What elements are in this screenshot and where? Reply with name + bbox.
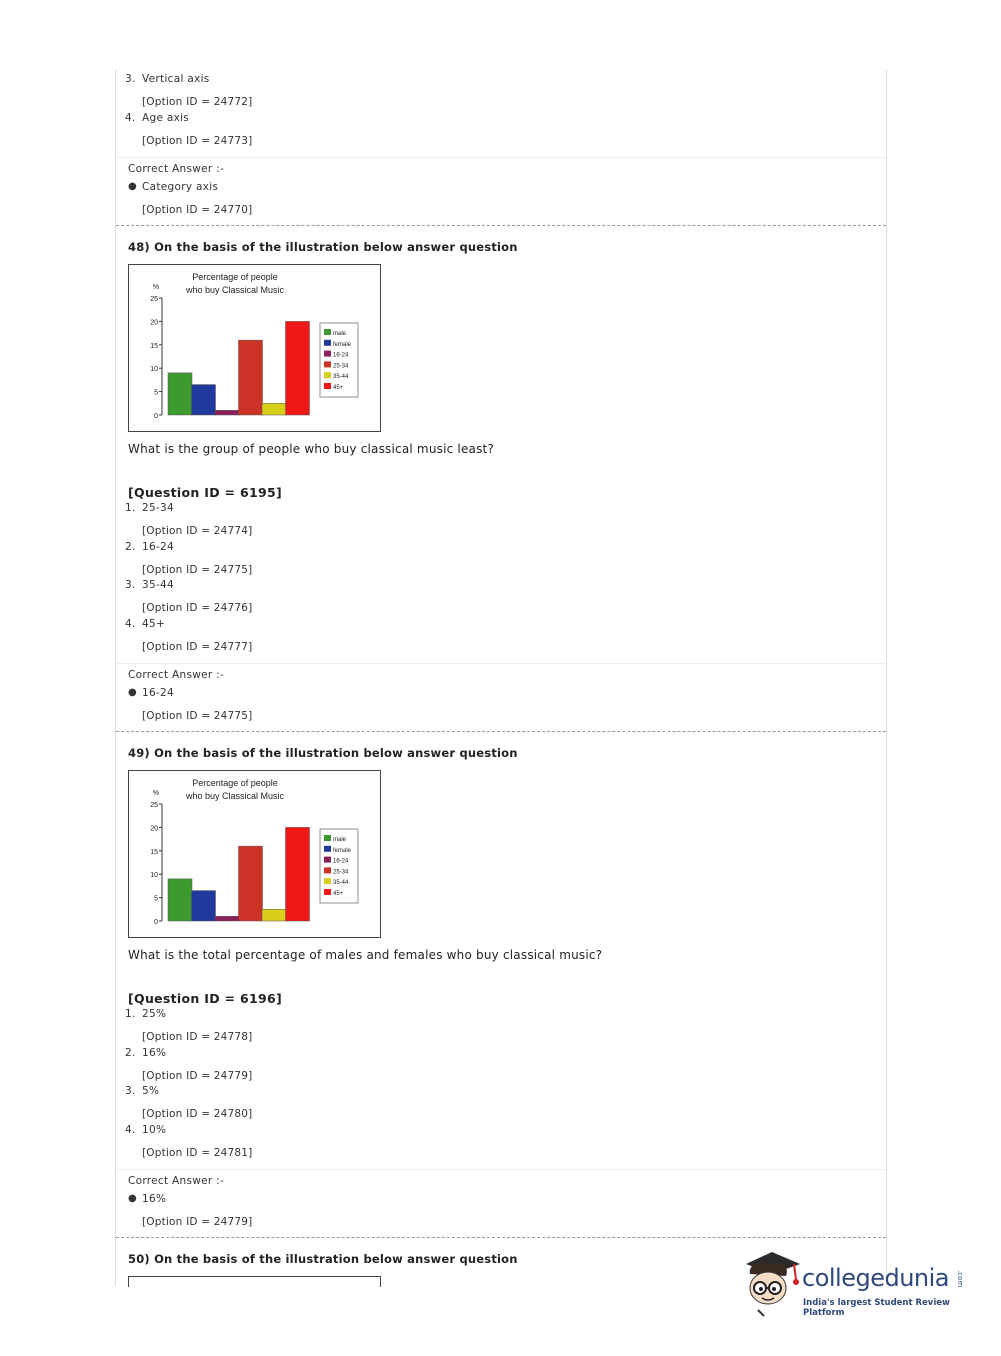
option-text: 16% xyxy=(142,1047,167,1059)
divider xyxy=(116,663,886,664)
bar-chart xyxy=(128,264,381,432)
option-id: [Option ID = 24773] xyxy=(142,135,253,147)
question-id: [Question ID = 6195] xyxy=(128,485,282,500)
question-divider xyxy=(116,225,886,226)
bar-male xyxy=(168,879,192,921)
correct-answer-text: 16% xyxy=(142,1193,167,1205)
brand-tagline: India's largest Student Review Platform xyxy=(803,1298,950,1318)
question-divider xyxy=(116,731,886,732)
option-id: [Option ID = 24781] xyxy=(142,1147,253,1159)
y-tick-label: 5 xyxy=(154,895,158,903)
chart-svg xyxy=(129,771,380,937)
legend-label: 35-44 xyxy=(333,880,349,887)
legend-swatch-male xyxy=(324,329,331,335)
option-number: 4. xyxy=(125,618,136,630)
chart-title: Percentage of people xyxy=(192,778,278,788)
question-title: 49) On the basis of the illustration below answer question xyxy=(128,746,518,760)
option-id: [Option ID = 24772] xyxy=(142,96,253,108)
bar-45+ xyxy=(286,827,310,921)
correct-answer-text: 16-24 xyxy=(142,687,175,699)
question-paper-page xyxy=(115,70,887,1286)
legend-swatch-16-24 xyxy=(324,351,331,357)
correct-answer-text: Category axis xyxy=(142,181,219,193)
legend-swatch-45+ xyxy=(324,889,331,895)
legend-label: 35-44 xyxy=(333,374,349,381)
divider xyxy=(116,1169,886,1170)
option-text: 35-44 xyxy=(142,579,175,591)
mascot-icon xyxy=(742,1250,802,1320)
option-text: 25-34 xyxy=(142,502,175,514)
divider xyxy=(116,157,886,158)
option-number: 3. xyxy=(125,73,136,85)
option-text: 16-24 xyxy=(142,541,175,553)
y-tick-label: 0 xyxy=(154,413,158,420)
option-id: [Option ID = 24775] xyxy=(142,564,253,576)
option-number: 1. xyxy=(125,502,136,514)
bar-male xyxy=(168,373,192,415)
chart-svg xyxy=(129,265,380,431)
y-tick-label: 15 xyxy=(150,848,158,856)
option-text: Vertical axis xyxy=(142,73,210,85)
option-number: 2. xyxy=(125,1047,136,1059)
y-tick-label: 20 xyxy=(150,319,158,327)
option-id: [Option ID = 24779] xyxy=(142,1070,253,1082)
y-tick-label: 15 xyxy=(150,342,158,350)
legend-label: 25-34 xyxy=(333,869,349,876)
legend-swatch-female xyxy=(324,340,331,346)
y-tick-label: 25 xyxy=(150,296,158,303)
correct-answer-label: Correct Answer :- xyxy=(128,163,225,175)
correct-option-id: [Option ID = 24775] xyxy=(142,710,253,722)
collegedunia-logo xyxy=(742,1250,972,1320)
legend-swatch-35-44 xyxy=(324,372,331,378)
bar-chart xyxy=(128,770,381,938)
bar-45+ xyxy=(286,321,310,415)
y-tick-label: 10 xyxy=(150,366,158,374)
option-id: [Option ID = 24776] xyxy=(142,602,253,614)
option-text: 25% xyxy=(142,1008,167,1020)
y-tick-label: 20 xyxy=(150,825,158,833)
legend-swatch-35-44 xyxy=(324,878,331,884)
chart-subtitle: who buy Classical Music xyxy=(185,791,285,801)
option-number: 4. xyxy=(125,112,136,124)
brand-name: collegedunia xyxy=(802,1264,950,1292)
y-tick-label: 5 xyxy=(154,389,158,397)
y-tick-label: 0 xyxy=(154,919,158,926)
brand-domain: .com xyxy=(956,1270,964,1288)
correct-answer-label: Correct Answer :- xyxy=(128,669,225,681)
legend-label: female xyxy=(333,341,352,348)
question-text: What is the group of people who buy classical music least? xyxy=(128,442,495,456)
chart-subtitle: who buy Classical Music xyxy=(185,285,285,295)
legend-label: male xyxy=(333,837,347,843)
chart-title: Percentage of people xyxy=(192,272,278,282)
legend-swatch-male xyxy=(324,835,331,841)
option-text: Age axis xyxy=(142,112,190,124)
option-text: 45+ xyxy=(142,618,166,630)
bullet: ● xyxy=(128,687,137,698)
question-title: 50) On the basis of the illustration below answer question xyxy=(128,1252,518,1266)
correct-answer-label: Correct Answer :- xyxy=(128,1175,225,1187)
option-text: 10% xyxy=(142,1124,167,1136)
legend-label: 45+ xyxy=(333,891,344,897)
correct-option-id: [Option ID = 24770] xyxy=(142,204,253,216)
bullet: ● xyxy=(128,181,137,192)
legend-swatch-25-34 xyxy=(324,867,331,873)
legend-label: female xyxy=(333,847,352,854)
question-text: What is the total percentage of males and females who buy classical music? xyxy=(128,948,603,962)
option-id: [Option ID = 24778] xyxy=(142,1031,253,1043)
bar-16-24 xyxy=(215,410,239,415)
legend-label: male xyxy=(333,331,347,337)
option-number: 3. xyxy=(125,579,136,591)
chart-frame-partial xyxy=(128,1276,381,1287)
option-number: 4. xyxy=(125,1124,136,1136)
option-id: [Option ID = 24777] xyxy=(142,641,253,653)
option-number: 1. xyxy=(125,1008,136,1020)
bar-35-44 xyxy=(262,909,286,921)
bar-25-34 xyxy=(239,846,263,921)
bar-16-24 xyxy=(215,916,239,921)
option-id: [Option ID = 24780] xyxy=(142,1108,253,1120)
bar-25-34 xyxy=(239,340,263,415)
y-tick-label: 10 xyxy=(150,872,158,880)
legend-label: 25-34 xyxy=(333,363,349,370)
legend-swatch-45+ xyxy=(324,383,331,389)
y-axis-label: % xyxy=(152,790,160,797)
option-number: 2. xyxy=(125,541,136,553)
bar-35-44 xyxy=(262,403,286,415)
legend-swatch-25-34 xyxy=(324,361,331,367)
bar-female xyxy=(192,891,216,921)
legend-label: 45+ xyxy=(333,385,344,391)
option-number: 3. xyxy=(125,1085,136,1097)
correct-option-id: [Option ID = 24779] xyxy=(142,1216,253,1228)
y-tick-label: 25 xyxy=(150,802,158,809)
bullet: ● xyxy=(128,1193,137,1204)
legend-swatch-female xyxy=(324,846,331,852)
question-title: 48) On the basis of the illustration below answer question xyxy=(128,240,518,254)
y-axis-label: % xyxy=(152,284,160,291)
legend-label: 16-24 xyxy=(333,858,349,865)
legend-label: 16-24 xyxy=(333,352,349,359)
option-text: 5% xyxy=(142,1085,160,1097)
question-divider xyxy=(116,1237,886,1238)
question-id: [Question ID = 6196] xyxy=(128,991,282,1006)
option-id: [Option ID = 24774] xyxy=(142,525,253,537)
bar-female xyxy=(192,385,216,415)
legend-swatch-16-24 xyxy=(324,857,331,863)
